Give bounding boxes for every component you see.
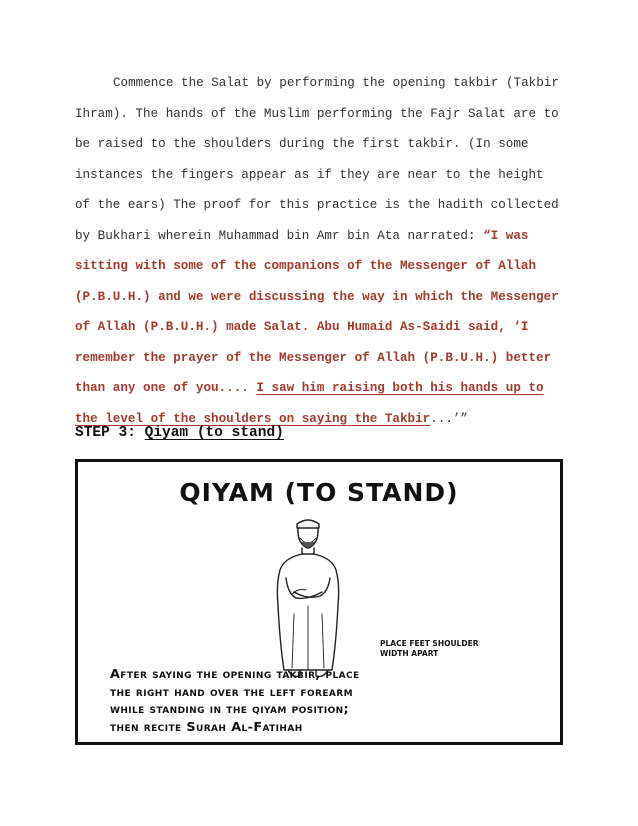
caption-line-2: the right hand over the left forearm [110,684,353,700]
caption-line-4: then recite Surah Al-Fatihah [110,719,303,735]
standing-man-illustration [248,514,368,684]
paragraph-line-3: be raised to the shoulders during the first takbir. (In some [75,137,529,151]
quote-line-11 [75,373,575,404]
paragraph-line-5: of the ears) The proof for this practice is the hadith collected [75,198,559,212]
quote-line-7: sitting with some of the companions of the Messenger of Allah [75,259,537,273]
step-prefix: STEP 3: [75,425,145,441]
step-heading [75,425,284,441]
feet-note [380,639,500,659]
paragraph-line-6-plain: by Bukhari wherein Muhammad bin Amr bin Ata narrated: [75,228,484,243]
quote-line-9: of Allah (P.B.U.H.) made Salat. Abu Humaid As-Saidi said, ‘I [75,320,529,334]
paragraph-line-1: Commence the Salat by performing the opening takbir (Takbir [113,76,559,90]
quote-start: “I was [483,228,529,243]
qiyam-figure [75,459,563,745]
paragraph-line-4: instances the fingers appear as if they are near to the height [75,167,544,182]
feet-note-line-2: WIDTH APART [380,649,439,658]
feet-note-line-1: PLACE FEET SHOULDER [380,639,479,648]
quote-line-8: (P.B.U.H.) and we were discussing the way in which the Messenger [75,289,559,304]
caption-line-1: After saying the opening takbir, place [110,667,360,682]
hadith-paragraph [75,68,575,434]
quote-line-12-underlined: the level of the shoulders on saying the Takbir [75,411,431,426]
caption-line-3: while standing in the qiyam position; [110,702,350,717]
step-title: Qiyam (to stand) [144,425,284,441]
quote-line-11-underlined: I saw him raising both his hands up to [256,381,544,395]
figure-title: QIYAM (TO STAND) [179,478,459,507]
quote-line-11-plain: than any one of you.... [75,381,257,395]
paragraph-line-6 [75,221,575,252]
figure-caption [110,666,540,736]
paragraph-line-2: Ihram). The hands of the Muslim performing the Fajr Salat are to [75,106,559,121]
quote-line-10: remember the prayer of the Messenger of Allah (P.B.U.H.) better [75,350,552,365]
quote-end: ...’” [430,411,468,426]
